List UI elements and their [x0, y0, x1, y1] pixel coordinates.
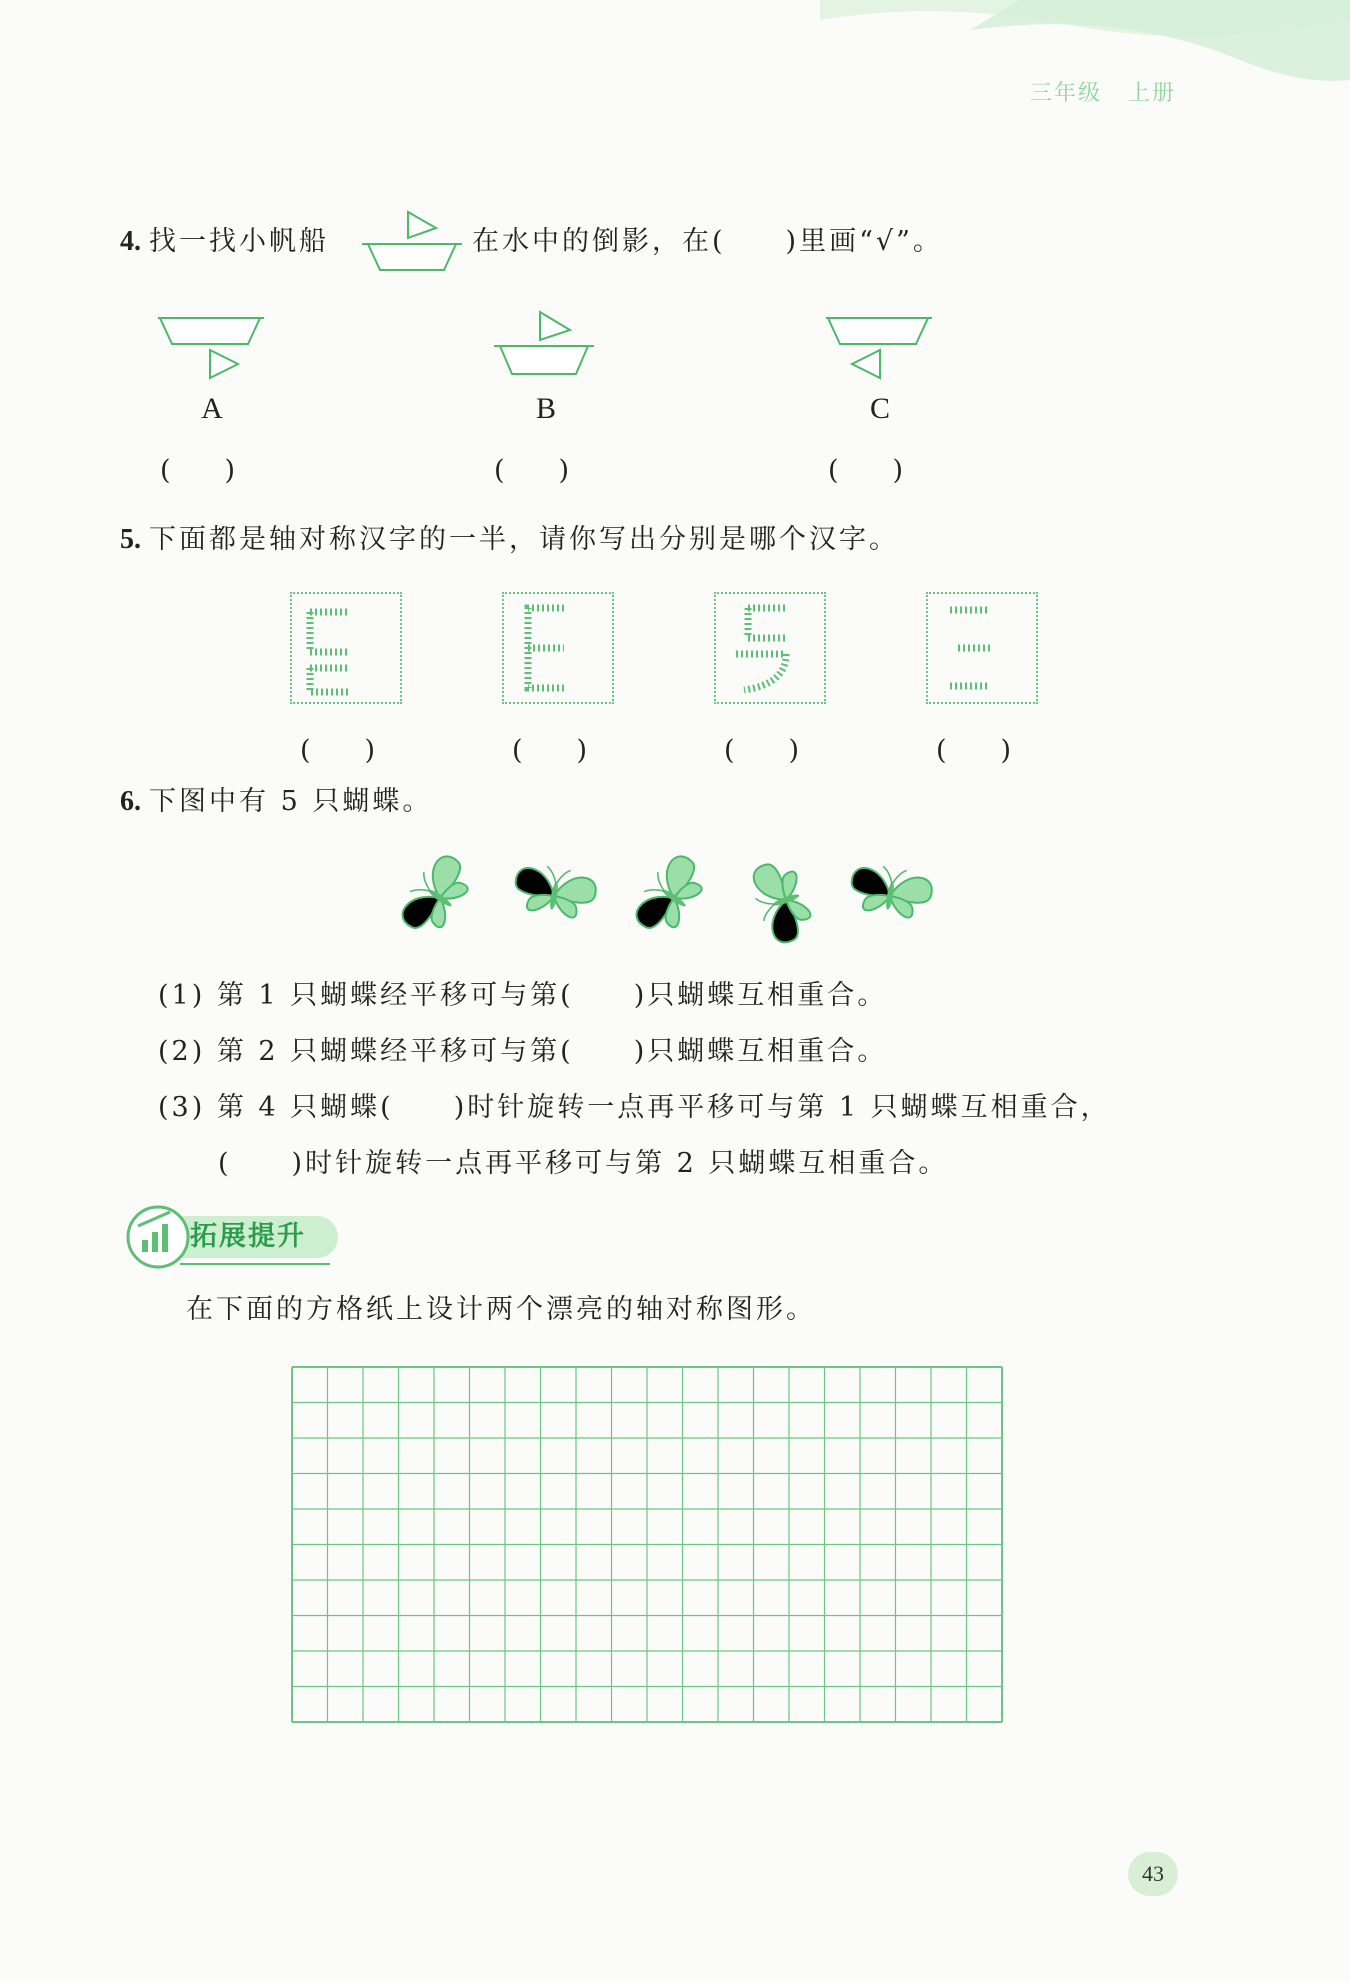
- option-b-label: B: [535, 392, 556, 425]
- question-6-part-3-continued: ( )时针旋转一点再平移可与第 2 只蝴蝶互相重合。: [218, 1148, 949, 1179]
- half-character-box-1: [290, 592, 402, 704]
- butterfly-2-icon: [511, 861, 598, 920]
- question-5: 5. 下面都是轴对称汉字的一半，请你写出分别是哪个汉字。: [120, 524, 899, 555]
- half-character-2-icon: [504, 594, 612, 702]
- corner-wave-decoration: [820, 0, 1350, 140]
- butterfly-3-icon: [628, 849, 712, 942]
- question-4: 4. 找一找小帆船: [120, 226, 329, 257]
- half-character-box-4: [926, 592, 1038, 704]
- option-c-label: C: [869, 392, 890, 425]
- extension-instruction: 在下面的方格纸上设计两个漂亮的轴对称图形。: [186, 1294, 816, 1325]
- half-character-1-icon: [292, 594, 400, 702]
- character-4-answer-blank[interactable]: ( ): [936, 735, 1012, 766]
- grid-paper[interactable]: [290, 1365, 1004, 1725]
- half-character-box-3: [714, 592, 826, 704]
- option-c-answer-blank[interactable]: ( ): [828, 455, 904, 486]
- question-6-part-3: (3) 第 4 只蝴蝶( )时针旋转一点再平移可与第 1 只蝴蝶互相重合，: [158, 1092, 1111, 1123]
- option-b-boat-icon: [490, 308, 600, 380]
- butterflies-figure: [396, 848, 956, 952]
- half-character-3-icon: [716, 594, 824, 702]
- character-2-answer-blank[interactable]: ( ): [512, 735, 588, 766]
- page-number: 43: [1128, 1852, 1178, 1896]
- half-character-4-icon: [928, 594, 1036, 702]
- grade-label: 三年级 上册: [1030, 81, 1177, 106]
- option-b-answer-blank[interactable]: ( ): [494, 455, 570, 486]
- butterfly-1-icon: [396, 849, 478, 942]
- butterfly-4-icon: [746, 856, 817, 948]
- extension-badge-label: 拓展提升: [190, 1221, 306, 1252]
- character-1-answer-blank[interactable]: ( ): [300, 735, 376, 766]
- half-character-box-2: [502, 592, 614, 704]
- option-a-answer-blank[interactable]: ( ): [160, 455, 236, 486]
- option-a-label: A: [201, 392, 223, 425]
- option-c-reflection-icon: [824, 308, 934, 382]
- question-4-instruction: 在水中的倒影，在( )里画“√”。: [472, 226, 943, 257]
- question-6-part-2: (2) 第 2 只蝴蝶经平移可与第( )只蝴蝶互相重合。: [158, 1036, 888, 1067]
- question-6-part-1: (1) 第 1 只蝴蝶经平移可与第( )只蝴蝶互相重合。: [158, 980, 888, 1011]
- butterfly-5-icon: [847, 861, 934, 920]
- sailboat-icon: [358, 208, 466, 274]
- character-3-answer-blank[interactable]: ( ): [724, 735, 800, 766]
- option-a-reflection-icon: [156, 308, 266, 382]
- question-6: 6. 下图中有 5 只蝴蝶。: [120, 786, 433, 817]
